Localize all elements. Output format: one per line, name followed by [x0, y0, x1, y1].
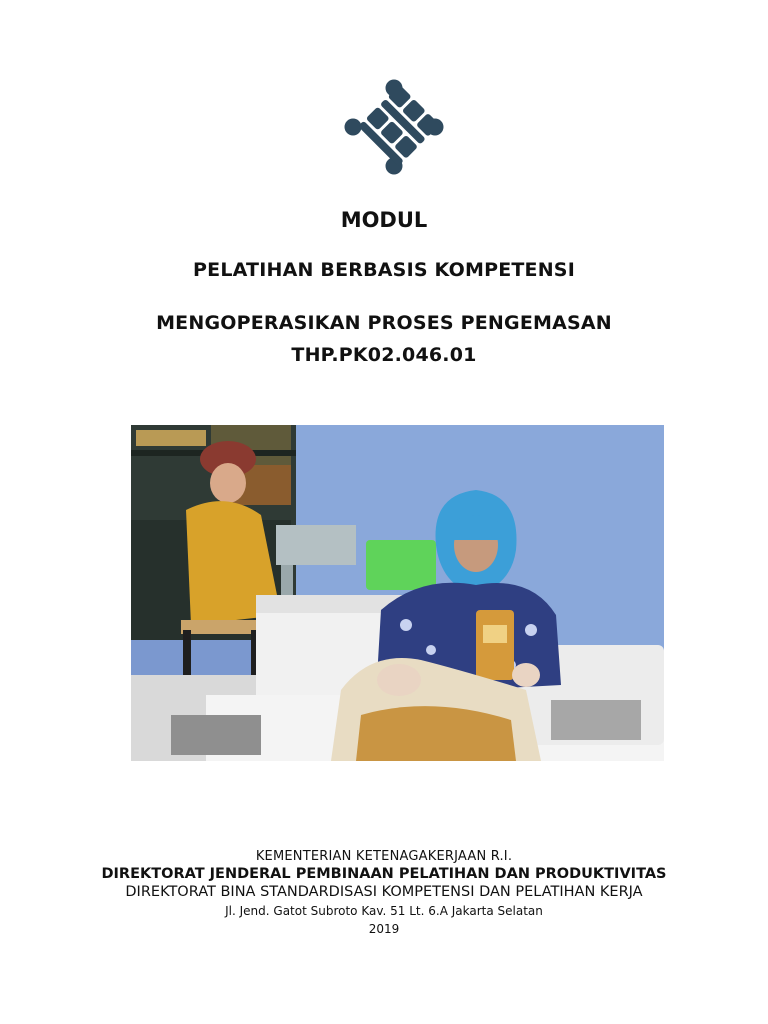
directorate-general-name: DIREKTORAT JENDERAL PEMBINAAN PELATIHAN DAN PRODUKTIVITAS: [101, 866, 667, 882]
packaging-workers-photo: [131, 425, 664, 761]
directorate-name: DIREKTORAT BINA STANDARDISASI KOMPETENSI DAN PELATIHAN KERJA: [125, 884, 643, 900]
ministry-emblem-icon: [342, 78, 446, 176]
training-type-title: PELATIHAN BERBASIS KOMPETENSI: [193, 259, 575, 281]
module-title: MODUL: [340, 208, 428, 232]
address: Jl. Jend. Gatot Subroto Kav. 51 Lt. 6.A Jakarta Selatan: [225, 904, 543, 918]
unit-title: MENGOPERASIKAN PROSES PENGEMASAN: [156, 312, 612, 334]
unit-code: THP.PK02.046.01: [291, 344, 477, 366]
ministry-name: KEMENTERIAN KETENAGAKERJAAN R.I.: [255, 849, 513, 864]
publication-year: 2019: [368, 922, 400, 936]
